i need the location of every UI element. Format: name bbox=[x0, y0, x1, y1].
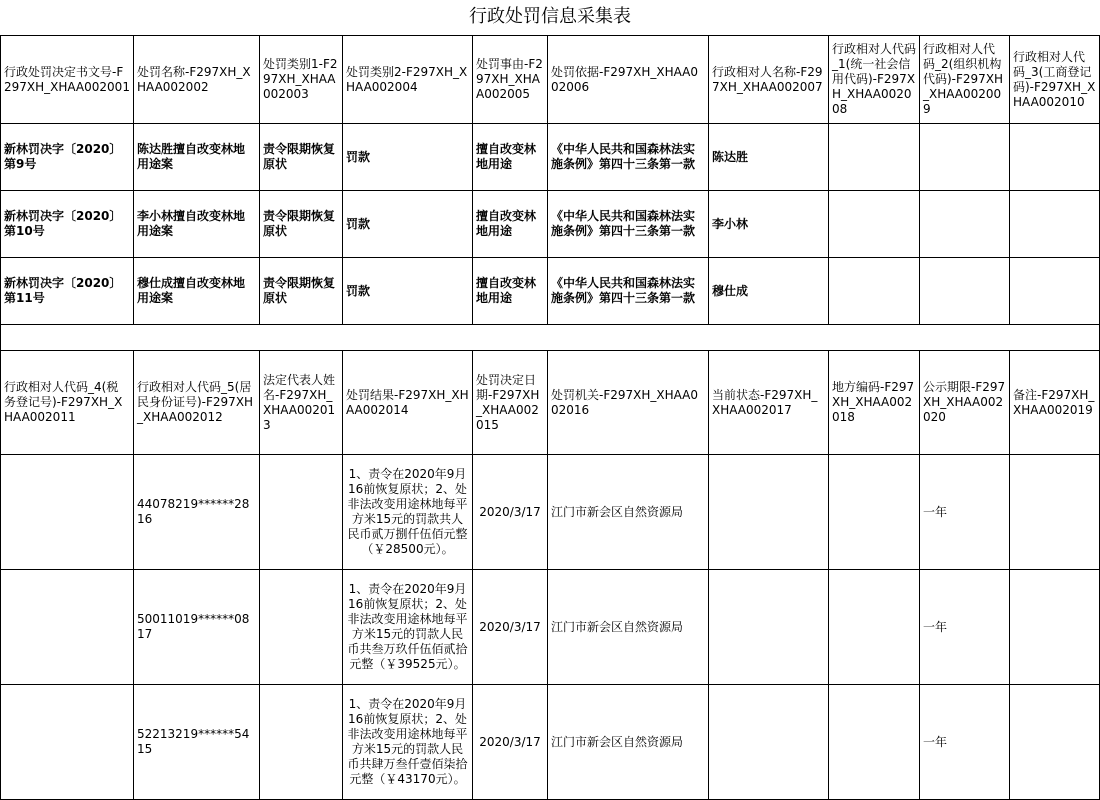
table-cell[interactable] bbox=[260, 570, 343, 685]
header-cell[interactable]: 当前状态-F297XH_XHAA002017 bbox=[709, 351, 829, 455]
table-row bbox=[1, 258, 1100, 325]
table-cell[interactable] bbox=[920, 124, 1010, 191]
sheet-title: 行政处罚信息采集表 bbox=[469, 6, 631, 27]
table-cell[interactable]: 一年 bbox=[920, 455, 1010, 570]
table-cell[interactable]: 擅自改变林地用途 bbox=[473, 191, 548, 258]
table-cell[interactable]: 穆仕成擅自改变林地用途案 bbox=[134, 258, 260, 325]
table-cell[interactable]: 1、责令在2020年9月16前恢复原状；2、处非法改变用途林地每平方米15元的罚款人民币共叁万玖仟伍佰贰拾元整（￥39525元）。 bbox=[343, 570, 473, 685]
table-row bbox=[1, 191, 1100, 258]
table-cell[interactable]: 50011019******0817 bbox=[134, 570, 260, 685]
header-cell[interactable]: 处罚决定日期-F297XH_XHAA002015 bbox=[473, 351, 548, 455]
table-cell[interactable]: 44078219******2816 bbox=[134, 455, 260, 570]
table-cell[interactable] bbox=[1010, 685, 1100, 800]
header-cell[interactable]: 处罚结果-F297XH_XHAA002014 bbox=[343, 351, 473, 455]
table-cell[interactable] bbox=[1, 685, 134, 800]
table-cell[interactable]: 擅自改变林地用途 bbox=[473, 124, 548, 191]
table-cell[interactable] bbox=[829, 455, 920, 570]
table-row bbox=[1, 570, 1100, 685]
table-cell[interactable]: 李小林擅自改变林地用途案 bbox=[134, 191, 260, 258]
table-cell[interactable]: 1、责令在2020年9月16前恢复原状；2、处非法改变用途林地每平方米15元的罚款共人民币贰万捌仟伍佰元整（￥28500元）。 bbox=[343, 455, 473, 570]
header-cell[interactable]: 地方编码-F297XH_XHAA002018 bbox=[829, 351, 920, 455]
table-cell[interactable]: 罚款 bbox=[343, 191, 473, 258]
header-cell[interactable]: 行政相对人代码_2(组织机构代码)-F297XH_XHAA002009 bbox=[920, 36, 1010, 124]
table-cell[interactable]: 责令限期恢复原状 bbox=[260, 191, 343, 258]
table-cell[interactable]: 2020/3/17 bbox=[473, 685, 548, 800]
table-cell[interactable]: 责令限期恢复原状 bbox=[260, 124, 343, 191]
header-cell[interactable]: 处罚类别2-F297XH_XHAA002004 bbox=[343, 36, 473, 124]
table-cell[interactable]: 2020/3/17 bbox=[473, 570, 548, 685]
table-cell[interactable]: 《中华人民共和国森林法实施条例》第四十三条第一款 bbox=[548, 124, 709, 191]
table-cell[interactable]: 2020/3/17 bbox=[473, 455, 548, 570]
table-cell[interactable] bbox=[709, 455, 829, 570]
table-cell[interactable]: 穆仕成 bbox=[709, 258, 829, 325]
blank-row bbox=[0, 324, 1100, 350]
table-cell[interactable]: 擅自改变林地用途 bbox=[473, 258, 548, 325]
table-cell[interactable]: 《中华人民共和国森林法实施条例》第四十三条第一款 bbox=[548, 258, 709, 325]
table-cell[interactable] bbox=[1010, 570, 1100, 685]
table-cell[interactable]: 新林罚决字〔2020〕第9号 bbox=[1, 124, 134, 191]
table-cell[interactable] bbox=[1010, 455, 1100, 570]
header-cell[interactable]: 公示期限-F297XH_XHAA002020 bbox=[920, 351, 1010, 455]
table-cell[interactable]: 《中华人民共和国森林法实施条例》第四十三条第一款 bbox=[548, 191, 709, 258]
table-row bbox=[1, 455, 1100, 570]
header-cell[interactable]: 行政相对人代码_5(居民身份证号)-F297XH_XHAA002012 bbox=[134, 351, 260, 455]
table-cell[interactable]: 陈达胜擅自改变林地用途案 bbox=[134, 124, 260, 191]
table-header-row bbox=[1, 36, 1100, 124]
bottom-table bbox=[0, 350, 1100, 800]
table-cell[interactable]: 江门市新会区自然资源局 bbox=[548, 570, 709, 685]
table-cell[interactable]: 江门市新会区自然资源局 bbox=[548, 455, 709, 570]
header-cell[interactable]: 备注-F297XH_XHAA002019 bbox=[1010, 351, 1100, 455]
table-cell[interactable]: 一年 bbox=[920, 685, 1010, 800]
table-cell[interactable] bbox=[709, 570, 829, 685]
table-row bbox=[1, 124, 1100, 191]
table-cell[interactable]: 新林罚决字〔2020〕第10号 bbox=[1, 191, 134, 258]
header-cell[interactable]: 处罚事由-F297XH_XHAA002005 bbox=[473, 36, 548, 124]
table-cell[interactable] bbox=[1010, 258, 1100, 325]
table-cell[interactable]: 江门市新会区自然资源局 bbox=[548, 685, 709, 800]
table-cell[interactable]: 陈达胜 bbox=[709, 124, 829, 191]
table-cell[interactable]: 责令限期恢复原状 bbox=[260, 258, 343, 325]
table-cell[interactable] bbox=[920, 258, 1010, 325]
table-cell[interactable] bbox=[260, 455, 343, 570]
header-cell[interactable]: 行政相对人名称-F297XH_XHAA002007 bbox=[709, 36, 829, 124]
table-cell[interactable] bbox=[709, 685, 829, 800]
top-table bbox=[0, 35, 1100, 325]
table-cell[interactable]: 52213219******5415 bbox=[134, 685, 260, 800]
header-cell[interactable]: 行政处罚决定书文号-F297XH_XHAA002001 bbox=[1, 36, 134, 124]
table-cell[interactable]: 罚款 bbox=[343, 124, 473, 191]
table-cell[interactable]: 新林罚决字〔2020〕第11号 bbox=[1, 258, 134, 325]
header-cell[interactable]: 行政相对人代码_3(工商登记码)-F297XH_XHAA002010 bbox=[1010, 36, 1100, 124]
table-cell[interactable] bbox=[1010, 191, 1100, 258]
header-cell[interactable]: 处罚机关-F297XH_XHAA002016 bbox=[548, 351, 709, 455]
table-header-row bbox=[1, 351, 1100, 455]
header-cell[interactable]: 行政相对人代码_4(税务登记号)-F297XH_XHAA002011 bbox=[1, 351, 134, 455]
header-cell[interactable]: 行政相对人代码_1(统一社会信用代码)-F297XH_XHAA002008 bbox=[829, 36, 920, 124]
table-cell[interactable]: 罚款 bbox=[343, 258, 473, 325]
table-cell[interactable] bbox=[829, 570, 920, 685]
table-cell[interactable]: 李小林 bbox=[709, 191, 829, 258]
table-cell[interactable]: 一年 bbox=[920, 570, 1010, 685]
header-cell[interactable]: 处罚类别1-F297XH_XHAA002003 bbox=[260, 36, 343, 124]
table-cell[interactable] bbox=[920, 191, 1010, 258]
table-cell[interactable] bbox=[829, 258, 920, 325]
header-cell[interactable]: 处罚依据-F297XH_XHAA002006 bbox=[548, 36, 709, 124]
table-cell[interactable] bbox=[1, 570, 134, 685]
table-cell[interactable] bbox=[829, 191, 920, 258]
table-cell[interactable] bbox=[1010, 124, 1100, 191]
table-cell[interactable]: 1、责令在2020年9月16前恢复原状；2、处非法改变用途林地每平方米15元的罚款人民币共肆万叁仟壹佰柒拾元整（￥43170元）。 bbox=[343, 685, 473, 800]
header-cell[interactable]: 法定代表人姓名-F297XH_XHAA002013 bbox=[260, 351, 343, 455]
table-cell[interactable] bbox=[260, 685, 343, 800]
header-cell[interactable]: 处罚名称-F297XH_XHAA002002 bbox=[134, 36, 260, 124]
table-cell[interactable] bbox=[829, 685, 920, 800]
table-cell[interactable] bbox=[1, 455, 134, 570]
table-row bbox=[1, 685, 1100, 800]
table-cell[interactable] bbox=[829, 124, 920, 191]
